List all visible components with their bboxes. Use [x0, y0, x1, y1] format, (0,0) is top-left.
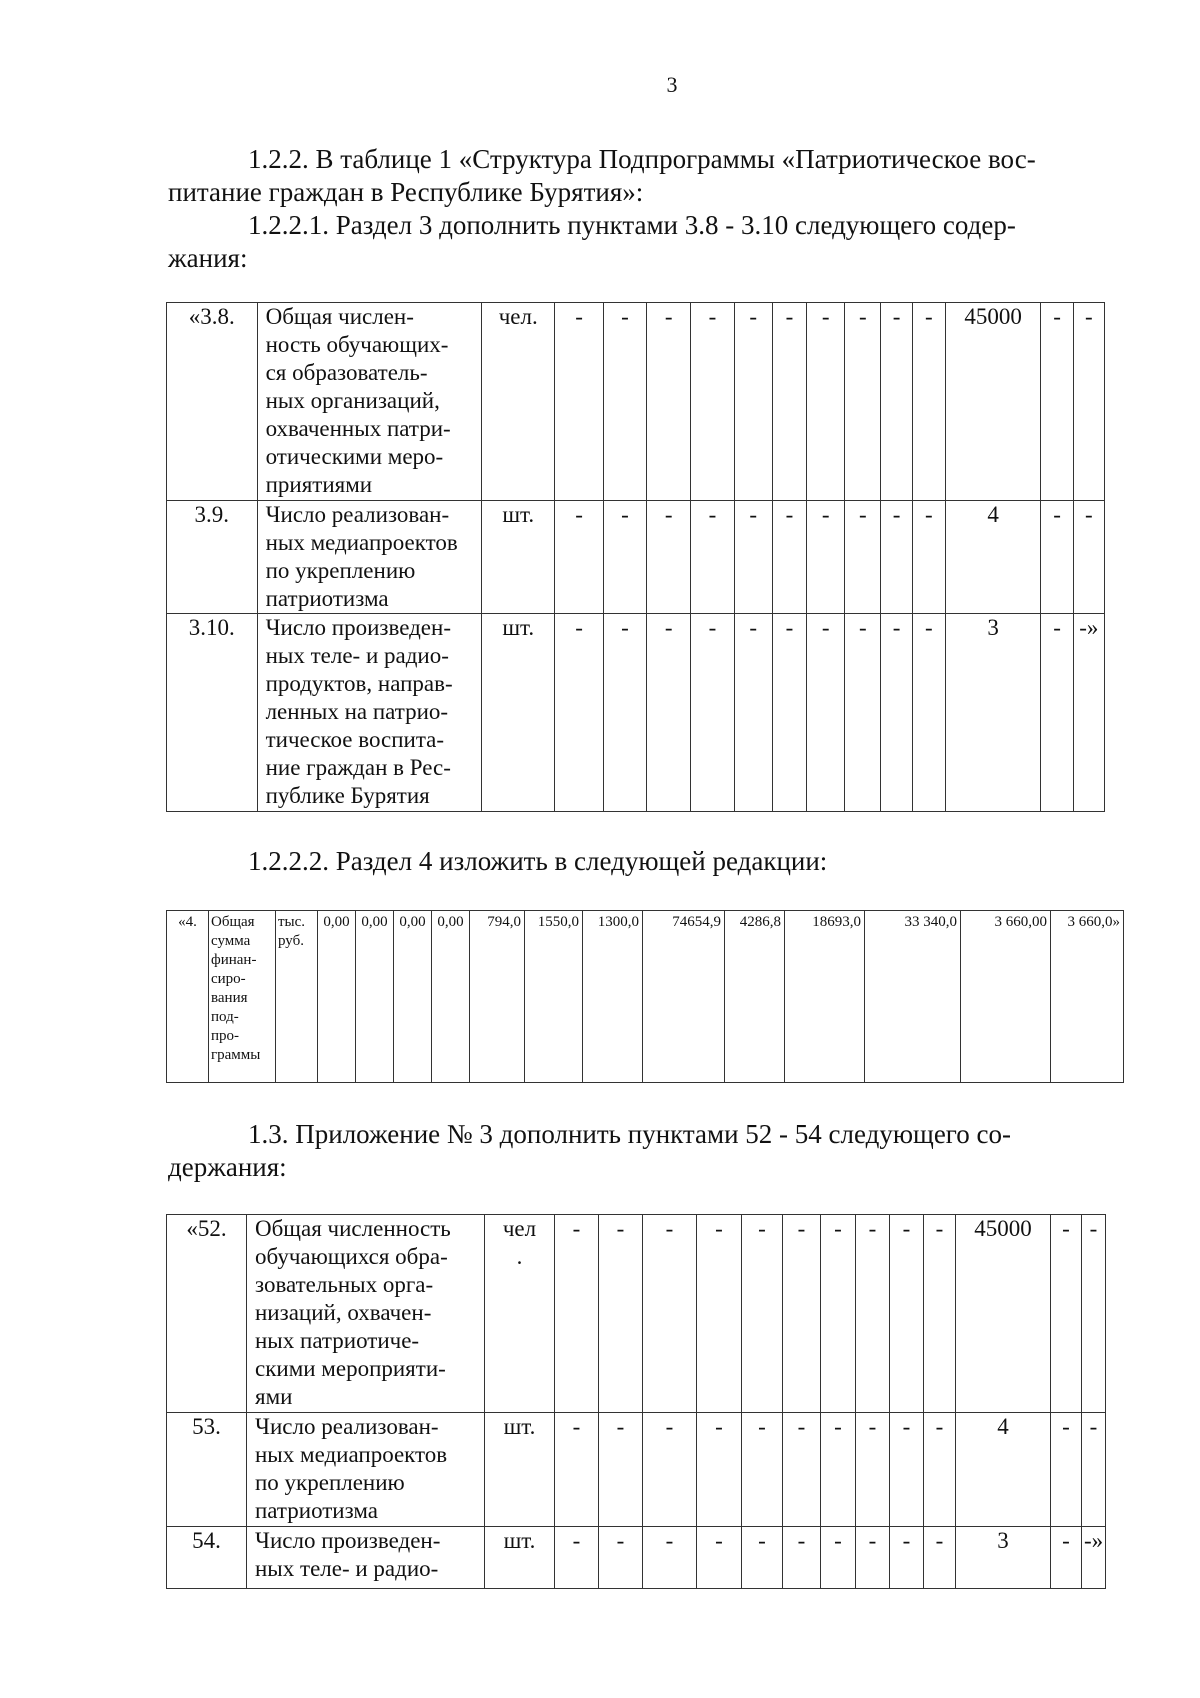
funding-value: 0,00: [432, 911, 470, 1083]
funding-value: 3 660,00: [961, 911, 1051, 1083]
target-value: 4: [956, 1413, 1051, 1527]
year-value: -: [691, 303, 734, 501]
year-value: -»: [1082, 1527, 1106, 1589]
year-value: -: [697, 1527, 742, 1589]
funding-value: 4286,8: [725, 911, 785, 1083]
indicator-name: Общая сумма финан- сиро- вания под- про- граммы: [209, 911, 276, 1083]
paragraph-line: 1.3. Приложение № 3 дополнить пунктами 52 - 54 следующего со-: [248, 1119, 1011, 1149]
year-value: -: [555, 1527, 599, 1589]
unit: чел.: [482, 303, 555, 501]
year-value: -: [599, 1413, 643, 1527]
row-number: «52.: [167, 1215, 247, 1413]
year-value: -: [734, 303, 772, 501]
year-value: -: [647, 501, 691, 614]
year-value: -: [555, 303, 603, 501]
paragraph-line: 1.2.2.1. Раздел 3 дополнить пунктами 3.8 - 3.10 следующего содер-: [248, 210, 1016, 240]
table-row: [167, 911, 1124, 1083]
unit: шт.: [482, 501, 555, 614]
year-value: -: [924, 1413, 956, 1527]
year-value: -: [697, 1413, 742, 1527]
unit: тыс. руб.: [276, 911, 318, 1083]
unit: шт.: [482, 614, 555, 812]
paragraph-1-3: [168, 1118, 1098, 1184]
funding-value: 3 660,0»: [1051, 911, 1124, 1083]
paragraph-1-2-2-1: [168, 209, 1098, 275]
year-value: -: [821, 1527, 856, 1589]
year-value: -: [555, 1215, 599, 1413]
indicator-name: Общая численность обучающихся обра- зовательных орга- низаций, охвачен- ных патриотиче- скими мероприяти- ями: [247, 1215, 485, 1413]
indicator-name: Число реализован- ных медиапроектов по укреплению патриотизма: [247, 1413, 485, 1527]
year-value: -: [1041, 614, 1073, 812]
year-value: -: [881, 303, 912, 501]
target-value: 4: [945, 501, 1041, 614]
year-value: -: [807, 614, 845, 812]
indicator-name: Общая числен- ность обучающих- ся образователь- ных организаций, охваченных патри- отическими меро- приятиями: [257, 303, 481, 501]
year-value: -: [856, 1215, 890, 1413]
year-value: -: [881, 501, 912, 614]
funding-value: 33 340,0: [865, 911, 961, 1083]
year-value: -: [1051, 1527, 1082, 1589]
target-value: 3: [956, 1527, 1051, 1589]
year-value: -: [555, 614, 603, 812]
year-value: -: [742, 1527, 783, 1589]
paragraph-1-2-2-2: [168, 845, 1098, 878]
row-number: «4.: [167, 911, 209, 1083]
year-value: -: [924, 1527, 956, 1589]
table-section-3: [166, 302, 1105, 812]
year-value: -: [697, 1215, 742, 1413]
year-value: -: [772, 303, 806, 501]
paragraph-line: держания:: [168, 1152, 287, 1182]
funding-value: 1300,0: [583, 911, 643, 1083]
funding-value: 18693,0: [785, 911, 865, 1083]
year-value: -: [924, 1215, 956, 1413]
year-value: -: [691, 614, 734, 812]
year-value: -: [772, 501, 806, 614]
row-number: 54.: [167, 1527, 247, 1589]
year-value: -: [821, 1215, 856, 1413]
year-value: -: [1073, 501, 1104, 614]
funding-value: 0,00: [318, 911, 356, 1083]
table-appendix-3: [166, 1214, 1106, 1589]
year-value: -: [783, 1527, 821, 1589]
table-row: [167, 1215, 1106, 1413]
year-value: -: [821, 1413, 856, 1527]
row-number: 3.9.: [167, 501, 258, 614]
year-value: -: [742, 1215, 783, 1413]
year-value: -: [912, 614, 945, 812]
year-value: -: [1082, 1215, 1106, 1413]
table-row: [167, 614, 1105, 812]
year-value: -: [1073, 303, 1104, 501]
unit: шт.: [485, 1413, 555, 1527]
indicator-name: Число произведен- ных теле- и радио-: [247, 1527, 485, 1589]
year-value: -: [643, 1215, 697, 1413]
table-row: [167, 501, 1105, 614]
year-value: -: [890, 1413, 924, 1527]
year-value: -: [881, 614, 912, 812]
funding-value: 0,00: [356, 911, 394, 1083]
year-value: -: [555, 501, 603, 614]
page-number: 3: [666, 72, 678, 97]
year-value: -: [1082, 1413, 1106, 1527]
year-value: -: [845, 501, 881, 614]
year-value: -: [643, 1413, 697, 1527]
year-value: -: [643, 1527, 697, 1589]
paragraph-line: 1.2.2.2. Раздел 4 изложить в следующей редакции:: [248, 846, 828, 876]
year-value: -: [647, 614, 691, 812]
year-value: -: [555, 1413, 599, 1527]
year-value: -: [783, 1215, 821, 1413]
target-value: 45000: [945, 303, 1041, 501]
paragraph-line: питание граждан в Республике Бурятия»:: [168, 177, 644, 207]
year-value: -: [912, 501, 945, 614]
year-value: -: [603, 303, 646, 501]
paragraph-line: жания:: [168, 243, 248, 273]
year-value: -: [734, 614, 772, 812]
year-value: -: [783, 1413, 821, 1527]
year-value: -: [691, 501, 734, 614]
year-value: -: [772, 614, 806, 812]
year-value: -: [890, 1527, 924, 1589]
paragraph-line: 1.2.2. В таблице 1 «Структура Подпрограммы «Патриотическое вос-: [248, 144, 1036, 174]
row-number: 3.10.: [167, 614, 258, 812]
year-value: -: [1041, 303, 1073, 501]
funding-value: 1550,0: [525, 911, 583, 1083]
year-value: -: [807, 501, 845, 614]
year-value: -: [845, 303, 881, 501]
year-value: -: [603, 501, 646, 614]
unit: чел .: [485, 1215, 555, 1413]
indicator-name: Число реализован- ных медиапроектов по укреплению патриотизма: [257, 501, 481, 614]
year-value: -: [845, 614, 881, 812]
year-value: -: [742, 1413, 783, 1527]
year-value: -: [1051, 1215, 1082, 1413]
funding-value: 74654,9: [643, 911, 725, 1083]
year-value: -: [1051, 1413, 1082, 1527]
year-value: -: [912, 303, 945, 501]
table-row: [167, 303, 1105, 501]
year-value: -: [807, 303, 845, 501]
year-value: -: [603, 614, 646, 812]
target-value: 3: [945, 614, 1041, 812]
indicator-name: Число произведен- ных теле- и радио- продуктов, направ- ленных на патрио- тическое воспита- ние граждан в Рес- публике Бурятия: [257, 614, 481, 812]
funding-value: 0,00: [394, 911, 432, 1083]
unit: шт.: [485, 1527, 555, 1589]
year-value: -: [1041, 501, 1073, 614]
row-number: «3.8.: [167, 303, 258, 501]
paragraph-1-2-2: [168, 143, 1098, 209]
row-number: 53.: [167, 1413, 247, 1527]
year-value: -: [599, 1527, 643, 1589]
year-value: -: [890, 1215, 924, 1413]
target-value: 45000: [956, 1215, 1051, 1413]
year-value: -: [599, 1215, 643, 1413]
year-value: -: [647, 303, 691, 501]
table-section-4: [166, 910, 1124, 1083]
year-value: -: [734, 501, 772, 614]
funding-value: 794,0: [470, 911, 525, 1083]
year-value: -: [856, 1527, 890, 1589]
year-value: -: [856, 1413, 890, 1527]
table-row: [167, 1527, 1106, 1589]
year-value: -»: [1073, 614, 1104, 812]
table-row: [167, 1413, 1106, 1527]
